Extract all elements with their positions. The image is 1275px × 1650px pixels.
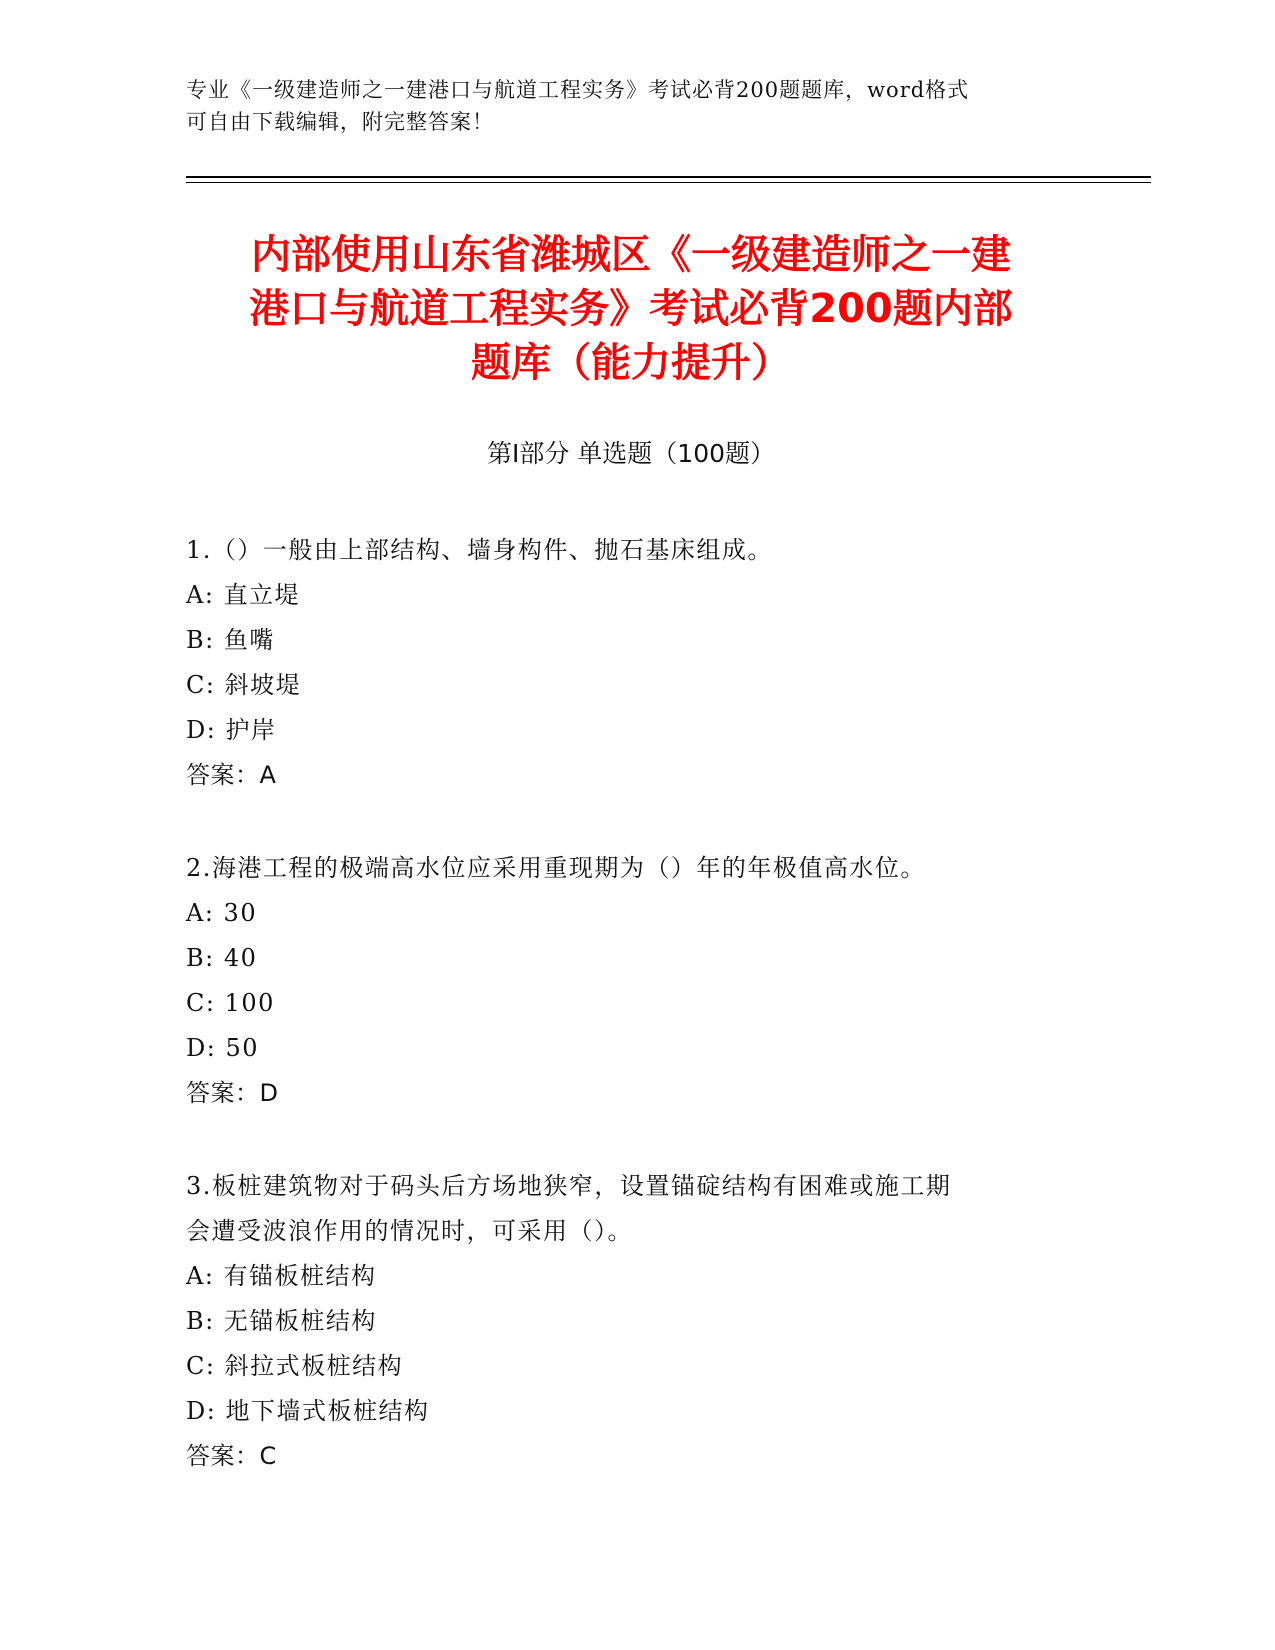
option-b: B: 鱼嘴 xyxy=(186,626,275,654)
question-stem: 3.板桩建筑物对于码头后方场地狭窄，设置锚碇结构有困难或施工期 xyxy=(186,1172,952,1200)
document-title-line: 内部使用山东省潍城区《一级建造师之一建 xyxy=(251,232,1011,278)
answer-label: 答案：A xyxy=(186,761,277,789)
option-b: B: 40 xyxy=(186,944,258,972)
answer-label: 答案：D xyxy=(186,1079,279,1107)
header-note-line: 专业《一级建造师之一建港口与航道工程实务》考试必背200题题库，word格式 xyxy=(186,78,970,102)
question-stem: 1.（）一般由上部结构、墙身构件、抛石基床组成。 xyxy=(186,536,773,564)
option-d: D: 护岸 xyxy=(186,716,277,744)
document-title-line: 题库（能力提升） xyxy=(471,340,791,386)
question-block xyxy=(186,1164,1086,1479)
section-title: 第Ⅰ部分 单选题（100题） xyxy=(486,439,776,468)
option-c: C: 100 xyxy=(186,989,275,1017)
header-note xyxy=(186,74,1066,138)
answer-label: 答案：C xyxy=(186,1442,277,1470)
option-c: C: 斜拉式板桩结构 xyxy=(186,1352,404,1380)
option-b: B: 无锚板桩结构 xyxy=(186,1307,377,1335)
header-divider-secondary xyxy=(186,182,1151,183)
question-stem: 2.海港工程的极端高水位应采用重现期为（）年的年极值高水位。 xyxy=(186,854,926,882)
question-block xyxy=(186,846,1086,1116)
document-title-line: 港口与航道工程实务》考试必背200题内部 xyxy=(249,286,1013,332)
option-a: A: 30 xyxy=(186,899,258,927)
option-a: A: 直立堤 xyxy=(186,581,301,609)
document-title xyxy=(186,228,1076,390)
option-c: C: 斜坡堤 xyxy=(186,671,302,699)
question-stem-continued: 会遭受波浪作用的情况时，可采用（）。 xyxy=(186,1217,633,1245)
option-a: A: 有锚板桩结构 xyxy=(186,1262,377,1290)
header-note-line: 可自由下载编辑，附完整答案！ xyxy=(186,110,494,134)
question-block xyxy=(186,528,1086,798)
option-d: D: 地下墙式板桩结构 xyxy=(186,1397,430,1425)
option-d: D: 50 xyxy=(186,1034,259,1062)
header-divider xyxy=(186,176,1151,178)
